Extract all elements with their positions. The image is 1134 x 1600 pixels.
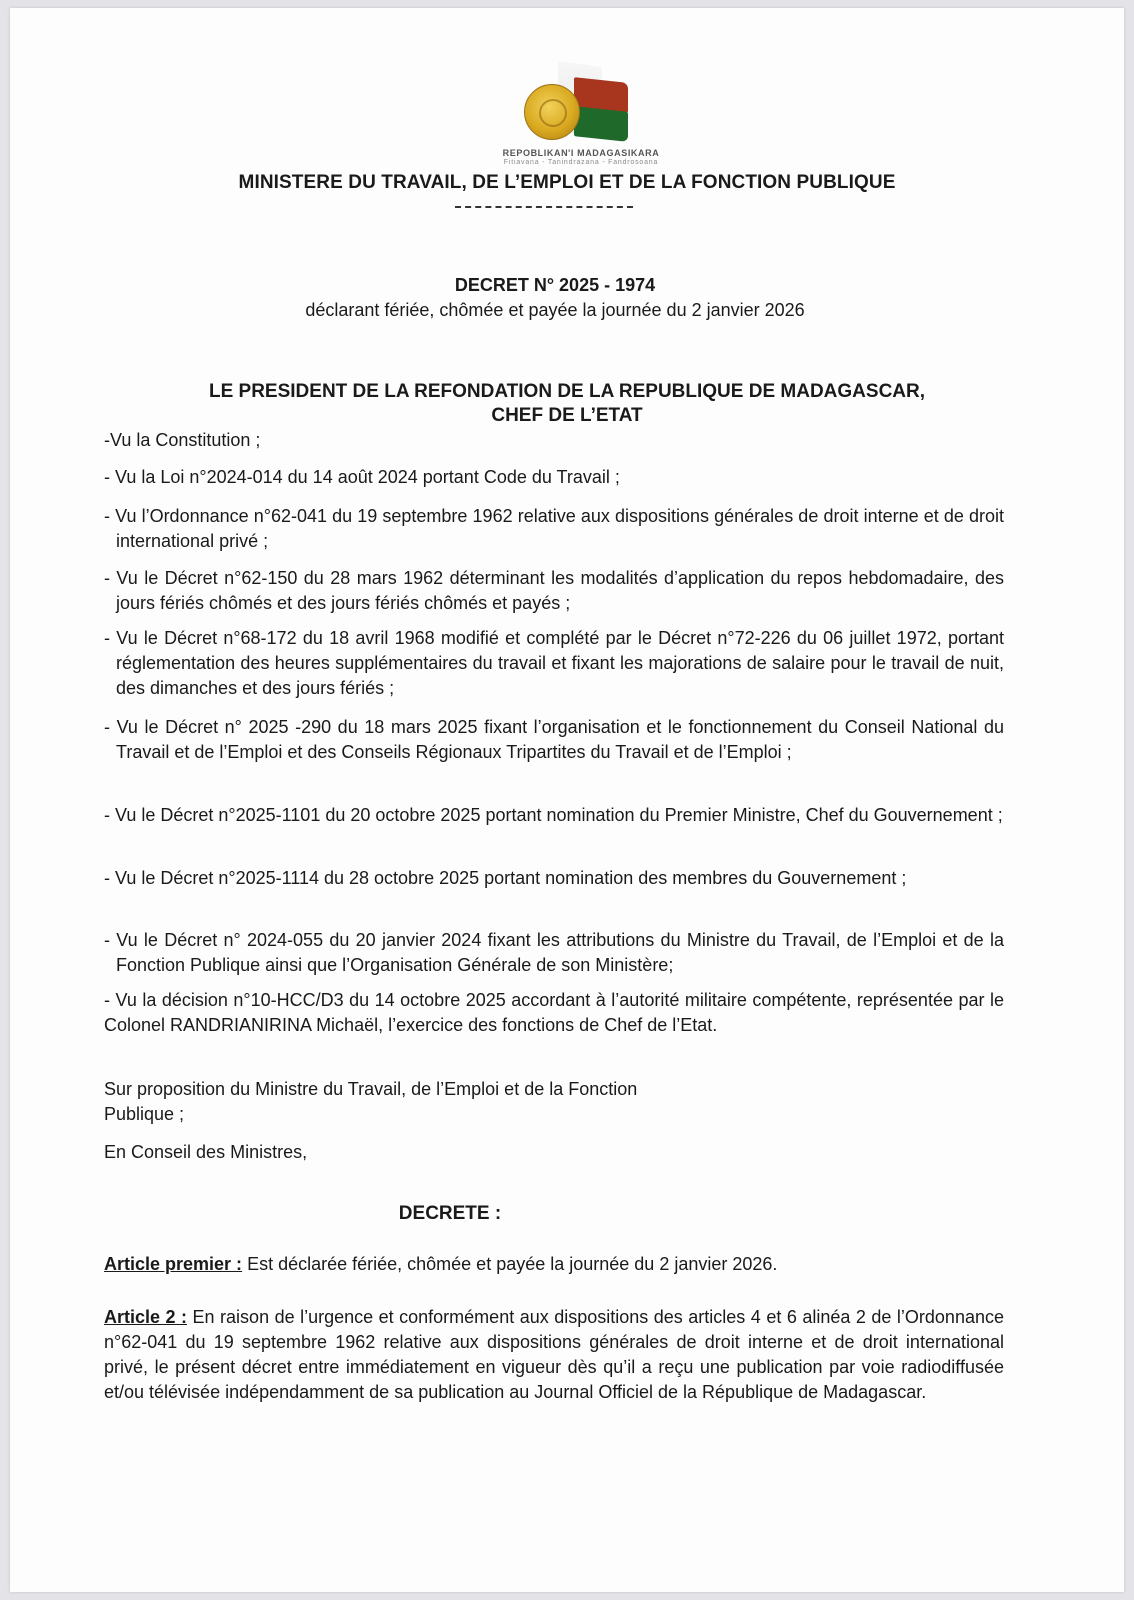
decrete-heading: DECRETE : <box>398 1203 502 1224</box>
visa-item: -Vu la Constitution ; <box>104 430 261 450</box>
decree-subtitle: déclarant fériée, chômée et payée la journée du 2 janvier 2026 <box>305 300 805 320</box>
visa-item: - Vu le Décret n°2025-1114 du 28 octobre 2025 portant nomination des membres du Gouvernement ; <box>104 868 907 888</box>
flag-green-band-icon <box>574 106 628 142</box>
emblem-title: REPOBLIKAN'I MADAGASIKARA <box>502 148 660 158</box>
article-text: Est déclarée fériée, chômée et payée la journée du 2 janvier 2026. <box>242 1254 778 1274</box>
visa-item: - Vu la Loi n°2024-014 du 14 août 2024 portant Code du Travail ; <box>104 467 620 487</box>
visa-item: - Vu le Décret n° 2024-055 du 20 janvier 2024 fixant les attributions du Ministre du Travail, de l’Emploi et de la Fonction Publique ainsi que l’Organisation Générale de son Ministère; <box>104 930 1004 975</box>
article-label: Article premier : <box>104 1254 243 1274</box>
authority-line-2: CHEF DE L’ETAT <box>491 405 643 426</box>
article-2 <box>104 1305 1004 1405</box>
decree-number: DECRET N° 2025 - 1974 <box>454 275 656 295</box>
emblem-motto: Fitiavana - Tanindrazana - Fandrosoana <box>503 159 659 166</box>
proposal-paragraph <box>104 1077 1004 1127</box>
article-label: Article 2 : <box>104 1307 188 1327</box>
visa-item: - Vu le Décret n°62-150 du 28 mars 1962 déterminant les modalités d’application du repos hebdomadaire, des jours fériés chômés et des jours fériés chômés et payés ; <box>104 568 1004 613</box>
council-line: En Conseil des Ministres, <box>104 1142 308 1162</box>
coat-of-arms-seal-icon <box>524 84 580 140</box>
madagascar-emblem <box>466 52 696 170</box>
authority-line-1: LE PRESIDENT DE LA REFONDATION DE LA REPUBLIQUE DE MADAGASCAR, <box>208 381 926 402</box>
proposal-line-1: Sur proposition du Ministre du Travail, de l’Emploi et de la Fonction <box>104 1079 638 1099</box>
visa-item: - Vu l’Ordonnance n°62-041 du 19 septembre 1962 relative aux dispositions générales de droit interne et de droit international privé ; <box>104 506 1004 551</box>
article-premier <box>104 1252 1004 1277</box>
proposal-line-2: Publique ; <box>104 1104 185 1124</box>
heading-divider <box>455 206 633 208</box>
visa-item: - Vu le Décret n° 2025 -290 du 18 mars 2025 fixant l’organisation et le fonctionnement du Conseil National du Travail et de l’Emploi et des Conseils Régionaux Tripartites du Travail et de l’Emploi ; <box>104 717 1004 762</box>
visa-item: - Vu le Décret n°68-172 du 18 avril 1968 modifié et complété par le Décret n°72-226 du 06 juillet 1972, portant réglementation des heures supplémentaires du travail et fixant les majorations de salaire pour le travail de nuit, des dimanches et des jours fériés ; <box>104 628 1004 698</box>
article-text: En raison de l’urgence et conformément aux dispositions des articles 4 et 6 alinéa 2 de l’Ordonnance n°62-041 du 19 septembre 1962 relative aux dispositions générales de droit interne et de droit international privé, le présent décret entre immédiatement en vigueur dès qu’il a reçu une publication par voie radiodiffusée et/ou télévisée indépendamment de sa publication au Journal Officiel de la République de Madagascar. <box>104 1307 1004 1402</box>
visa-item: - Vu la décision n°10-HCC/D3 du 14 octobre 2025 accordant à l’autorité militaire compétente, représentée par le Colonel RANDRIANIRINA Michaël, l’exercice des fonctions de Chef de l’Etat. <box>104 990 1004 1035</box>
authority-heading <box>0 380 1134 428</box>
ministry-heading: MINISTERE DU TRAVAIL, DE L’EMPLOI ET DE LA FONCTION PUBLIQUE <box>238 172 896 193</box>
visa-item: - Vu le Décret n°2025-1101 du 20 octobre 2025 portant nomination du Premier Ministre, Chef du Gouvernement ; <box>104 805 1003 825</box>
